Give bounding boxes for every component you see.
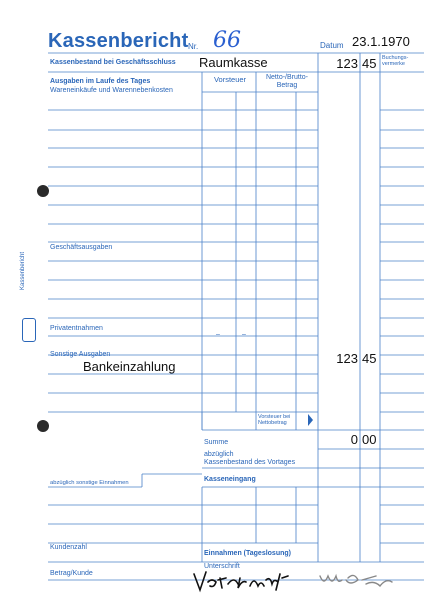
sonstige-entry[interactable]: Bankeinzahlung: [83, 359, 176, 374]
datum-value[interactable]: 23.1.1970: [352, 34, 410, 49]
vorsteuer-netto-label: Vorsteuer bei Nettobetrag: [258, 414, 291, 426]
kassenbestand-cent[interactable]: 45: [362, 56, 377, 71]
avery-logo: [22, 318, 36, 342]
kassenbestand-label: Kassenbestand bei Geschäftsschluss: [50, 59, 176, 66]
netto-brutto-header: Netto-/Brutto-Betrag: [265, 74, 308, 89]
sonstige-ausgaben-label: Sonstige Ausgaben: [50, 351, 111, 358]
nr-value[interactable]: 66: [213, 28, 241, 53]
side-title: Kassenbericht: [20, 251, 26, 290]
sonstige-euro[interactable]: 123: [336, 351, 358, 366]
punch-hole-top: [37, 185, 49, 197]
nr-label: Nr.: [188, 42, 199, 51]
kundenzahl-label: Kundenzahl: [50, 544, 87, 551]
unterschrift-label: Unterschrift: [204, 563, 240, 570]
privat-dash-vorsteuer: –: [216, 331, 220, 338]
geschaeftsausgaben-label: Geschäftsausgaben: [50, 244, 113, 251]
privat-dash-netto: –: [242, 331, 246, 338]
form-title: Kassenbericht: [48, 30, 189, 52]
sonstige-cent[interactable]: 45: [362, 351, 377, 366]
ausgaben-title: Ausgaben im Laufe des Tages: [50, 78, 151, 85]
betrag-kunde-label: Betrag/Kunde: [50, 570, 93, 577]
abzueglich-label: abzüglich: [204, 451, 234, 458]
punch-hole-bottom: [37, 420, 49, 432]
kasseneingang-label: Kasseneingang: [204, 476, 256, 483]
vorsteuer-header: Vorsteuer: [213, 75, 247, 84]
ausgaben-subtitle: Wareneinkäufe und Warennebenkosten: [50, 87, 173, 94]
signature[interactable]: [190, 568, 420, 596]
summe-cent[interactable]: 00: [362, 432, 377, 447]
buchungsvermerke-label: Buchungs-vermerke: [382, 55, 409, 67]
privatentnahmen-label: Privatentnahmen: [50, 325, 103, 332]
datum-label: Datum: [320, 41, 344, 50]
vortag-label: Kassenbestand des Vortages: [204, 459, 296, 466]
kassenbestand-euro[interactable]: 123: [336, 56, 358, 71]
summe-euro[interactable]: 0: [350, 432, 358, 447]
abz-sonstige-label: abzüglich sonstige Einnahmen: [50, 480, 129, 486]
summe-label: Summe: [204, 439, 229, 446]
kassenbestand-entry[interactable]: Raumkasse: [199, 55, 268, 70]
einnahmen-label: Einnahmen (Tageslosung): [204, 550, 291, 557]
